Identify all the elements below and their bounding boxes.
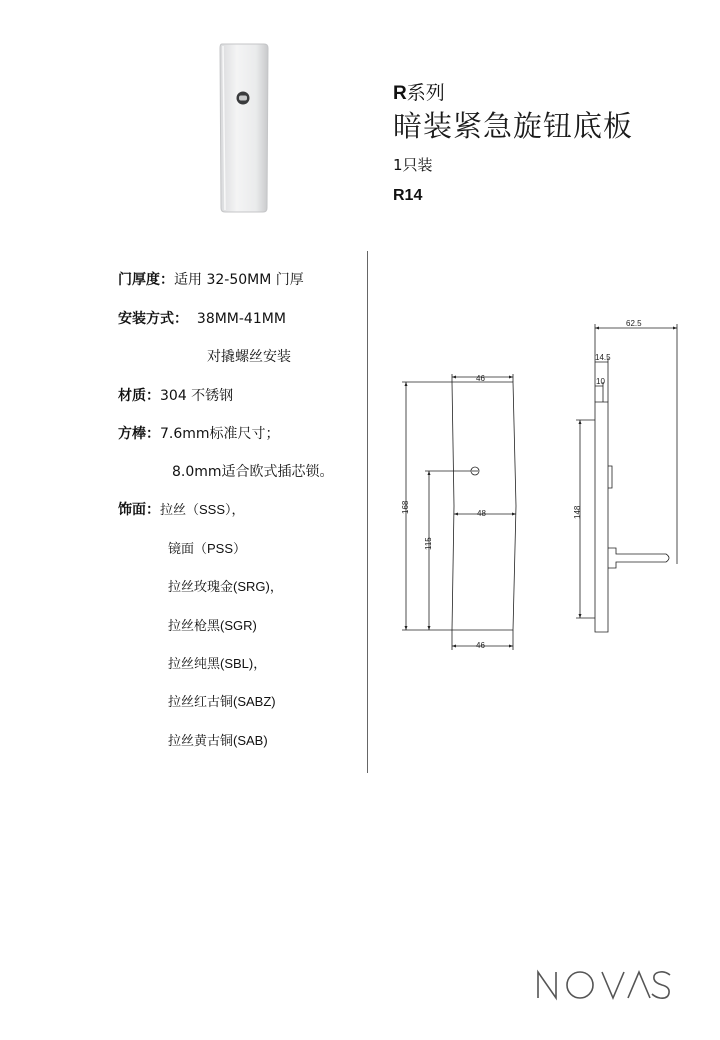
spec-install [118,310,286,328]
product-title: 暗装紧急旋钮底板 [393,109,634,143]
dim-side-total-depth: 62.5 [626,319,642,328]
spec-finish [118,501,245,519]
finish-item: 拉丝黄古铜(SAB) [168,733,268,748]
brand-logo [534,964,674,1004]
finish-item: 拉丝玫瑰金(SRG)， [168,579,283,594]
dim-front-height: 168 [401,500,410,514]
spec-label: 方棒： [118,426,160,442]
dim-front-bottom-width: 46 [476,641,485,650]
dim-side-depth-b: 10 [596,377,605,386]
spec-value: 7.6mm标准尺寸； [160,426,280,442]
spec-spindle-note: 8.0mm适合欧式插芯锁。 [172,464,334,480]
series-heading [393,78,445,105]
finish-item: 镜面（PSS） [168,541,247,556]
product-photo [212,42,272,214]
side-view [576,324,677,632]
spec-spindle [118,425,280,443]
dim-side-depth-a: 14.5 [595,353,611,362]
product-code: R14 [393,187,423,204]
spec-install-note: 对撬螺丝安装 [207,349,291,365]
column-divider [367,251,368,773]
series-label: 系列 [406,83,445,104]
finish-item: 拉丝（SSS）， [160,502,245,517]
spec-door-thickness [118,271,304,289]
spec-material [118,387,233,405]
spec-label: 门厚度： [118,272,174,288]
pack-quantity: 1只装 [393,156,433,174]
spec-value: 38MM-41MM [196,311,286,327]
finish-item: 拉丝红古铜(SABZ) [168,694,276,709]
technical-drawing [390,318,700,658]
spec-value: 适用 32-50MM 门厚 [174,272,304,288]
spec-label: 材质： [118,388,160,404]
finish-item: 拉丝纯黑(SBL)， [168,656,267,671]
spec-label: 安装方式： [118,311,188,327]
dim-side-height: 148 [573,505,582,519]
dim-front-mid-width: 48 [477,509,486,518]
spec-value: 304 不锈钢 [160,388,234,404]
dim-front-top-width: 46 [476,374,485,383]
series-letter: R [393,83,407,104]
dim-front-center-height: 115 [424,537,433,550]
spec-label: 饰面： [118,502,160,518]
front-view [402,374,516,650]
finish-item: 拉丝枪黑(SGR) [168,618,257,633]
